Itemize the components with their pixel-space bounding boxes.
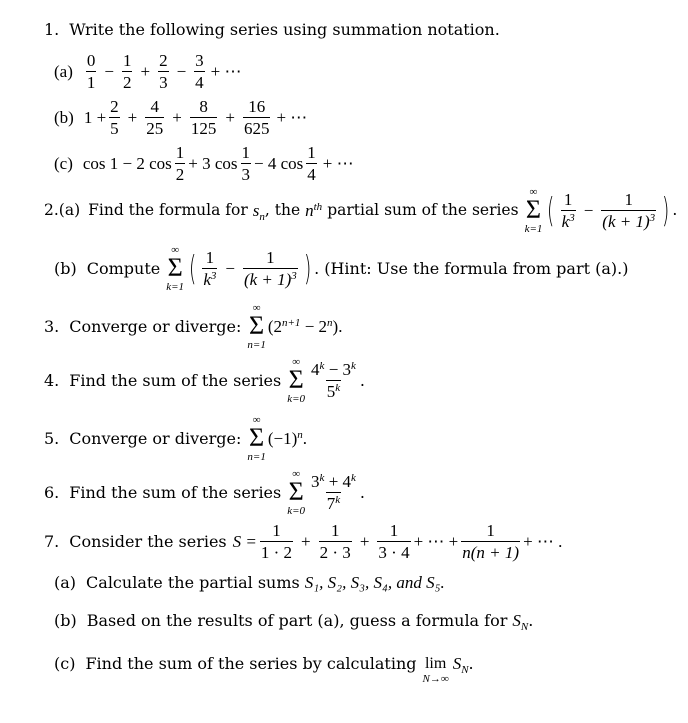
fraction: $\frac{1}{(k + 1)^3}$ <box>243 248 297 290</box>
end-punct: . <box>359 482 366 502</box>
end-punct: . <box>468 653 474 673</box>
problem-7c <box>54 649 474 685</box>
SN-symbol: $S_N$ <box>512 611 529 633</box>
problem-number: 6. <box>44 482 60 502</box>
problem-4 <box>44 356 365 406</box>
problem-text: Calculate the partial sums <box>86 572 300 592</box>
problem-6 <box>44 468 365 518</box>
problem-text: Find the formula for <box>88 201 248 220</box>
problem-text: Converge or diverge: <box>69 428 242 448</box>
end-punct: . <box>528 610 534 630</box>
fraction: $\frac{1}{3}$ <box>241 143 251 184</box>
summation-sign: ∞ Σ k=0 <box>287 468 306 517</box>
problem-1-header <box>44 22 500 38</box>
ellipsis: + ⋯ + <box>413 532 459 551</box>
fraction: $\frac{1}{2}$ <box>122 51 132 92</box>
problem-text: Based on the results of part (a), guess a formula for <box>86 610 508 630</box>
end-punct: . <box>672 201 678 220</box>
problem-number: 1. <box>44 20 60 39</box>
summation-sign: ∞ Σ k=1 <box>166 244 185 293</box>
summation-sign: ∞ Σ n=1 <box>247 302 266 351</box>
problem-text: Compute <box>86 258 161 278</box>
partial-sums: S₁, S₂, S₃, S₄, and S₅. <box>304 573 445 592</box>
term-2: + 3 cos <box>188 154 238 173</box>
problem-7a <box>54 574 445 591</box>
fraction: $\frac{1}{2}$ <box>175 143 185 184</box>
problem-text: Find the sum of the series by calculating <box>85 653 417 673</box>
problem-text: Converge or diverge: <box>69 316 242 336</box>
series-tail: + ⋯ <box>210 62 242 81</box>
nth-symbol: $n^{th}$ <box>305 201 323 221</box>
problem-text: Write the following series using summation notation. <box>69 20 500 39</box>
summand: $(-1)^n$. <box>267 429 307 449</box>
series-tail: + ⋯ <box>322 154 354 173</box>
fraction: $\frac{1}{k^3}$ <box>203 248 217 290</box>
series-symbol: S = <box>232 532 257 551</box>
problem-number: 2.(a) <box>44 201 81 220</box>
sn-symbol: $s_n$ <box>252 201 265 224</box>
problem-text: Consider the series <box>69 531 227 551</box>
problem-1a: (a) $\frac{0}{1}$ − $\frac{1}{2}$ + $\frac{2}{3}$ − $\frac{3}{4}$ + ⋯ <box>54 51 242 92</box>
problem-text: Find the sum of the series <box>69 482 282 502</box>
problem-7b <box>54 610 534 633</box>
fraction: $\frac{8}{125}$ <box>190 97 217 138</box>
series-tail: + ⋯ <box>276 108 308 127</box>
fraction: $\frac{1}{4}$ <box>307 143 316 184</box>
SN-symbol: $S_N$ <box>452 654 469 677</box>
fraction: $\frac{2}{3}$ <box>159 51 168 92</box>
summation-sign: ∞ Σ k=0 <box>287 356 306 405</box>
fraction: $\frac{3}{4}$ <box>195 51 204 92</box>
problem-1b: (b) 1 + $\frac{2}{5}$ + $\frac{4}{25}$ + $\frac{8}{125}$ + $\frac{16}{625}$ + ⋯ <box>54 97 308 138</box>
fraction: $\frac{1}{(k + 1)^3}$ <box>602 190 656 232</box>
fraction: $\frac{2}{5}$ <box>110 97 119 138</box>
fraction: $\frac{1}{3 \cdot 4}$ <box>378 521 410 562</box>
problem-number: 3. <box>44 316 60 336</box>
fraction: $\frac{0}{1}$ <box>86 51 96 92</box>
summand: $(2^{n+1} - 2^n)$. <box>267 317 343 337</box>
lead-term: 1 + <box>83 108 107 127</box>
end-punct: . <box>359 370 366 390</box>
part-label: (a) <box>54 572 77 592</box>
fraction: $\frac{1}{k^3}$ <box>561 190 575 232</box>
summation-sign: ∞ Σ k=1 <box>524 186 543 235</box>
summation-sign: ∞ Σ n=1 <box>247 414 266 463</box>
limit-operator: lim N→∞ <box>422 655 449 685</box>
problem-1c <box>54 144 354 183</box>
fraction: $\frac{4}{25}$ <box>146 97 164 138</box>
problem-number: 4. <box>44 370 60 390</box>
part-label: (b) <box>54 108 74 127</box>
problem-2b: (b) Compute ∞ Σ k=1 ( $\frac{1}{k^3}$ − $\frac{1}{(k + 1)^3}$ ) . (Hint: Use the formula from part (a).) <box>54 244 629 293</box>
problem-3 <box>44 302 342 352</box>
part-label: (a) <box>54 62 73 81</box>
hint-text: . (Hint: Use the formula from part (a).) <box>314 258 629 278</box>
fraction: $\frac{4^k - 3^k}{5^k}$ <box>311 360 356 402</box>
problem-number: 5. <box>44 428 60 448</box>
fraction: $\frac{1}{2 \cdot 3}$ <box>319 521 351 562</box>
fraction: $\frac{3^k + 4^k}{7^k}$ <box>311 472 356 514</box>
term-3: − 4 cos <box>254 154 304 173</box>
term-1: cos 1 − 2 cos <box>82 154 172 173</box>
fraction: $\frac{1}{1 \cdot 2}$ <box>260 521 293 562</box>
fraction: $\frac{16}{625}$ <box>243 97 270 138</box>
part-label: (b) <box>54 610 77 630</box>
problem-2a: 2.(a) Find the formula for $s_n$ , the $n^{th}$ partial sum of the series ∞ Σ k=1 ( $\frac{1}{k^3}$ − $\frac{1}{(k + 1)^3}$ ) . <box>44 186 678 235</box>
part-label: (b) <box>54 258 77 278</box>
problem-5 <box>44 414 307 464</box>
part-label: (c) <box>54 653 76 673</box>
fraction: $\frac{1}{n(n + 1)}$ <box>462 521 520 562</box>
text-fragment: partial sum of the series <box>327 201 519 220</box>
problem-7: 7. Consider the series S = $\frac{1}{1 \cdot 2}$ + $\frac{1}{2 \cdot 3}$ + $\frac{1}{3 \cdot 4}$ + ⋯ + $\frac{1}{n(n + 1)}$ + ⋯ . <box>44 521 563 562</box>
problem-number: 7. <box>44 531 60 551</box>
part-label: (c) <box>54 154 73 173</box>
series-tail: + ⋯ . <box>523 532 563 551</box>
text-fragment: , the <box>264 201 301 220</box>
problem-text: Find the sum of the series <box>69 370 282 390</box>
